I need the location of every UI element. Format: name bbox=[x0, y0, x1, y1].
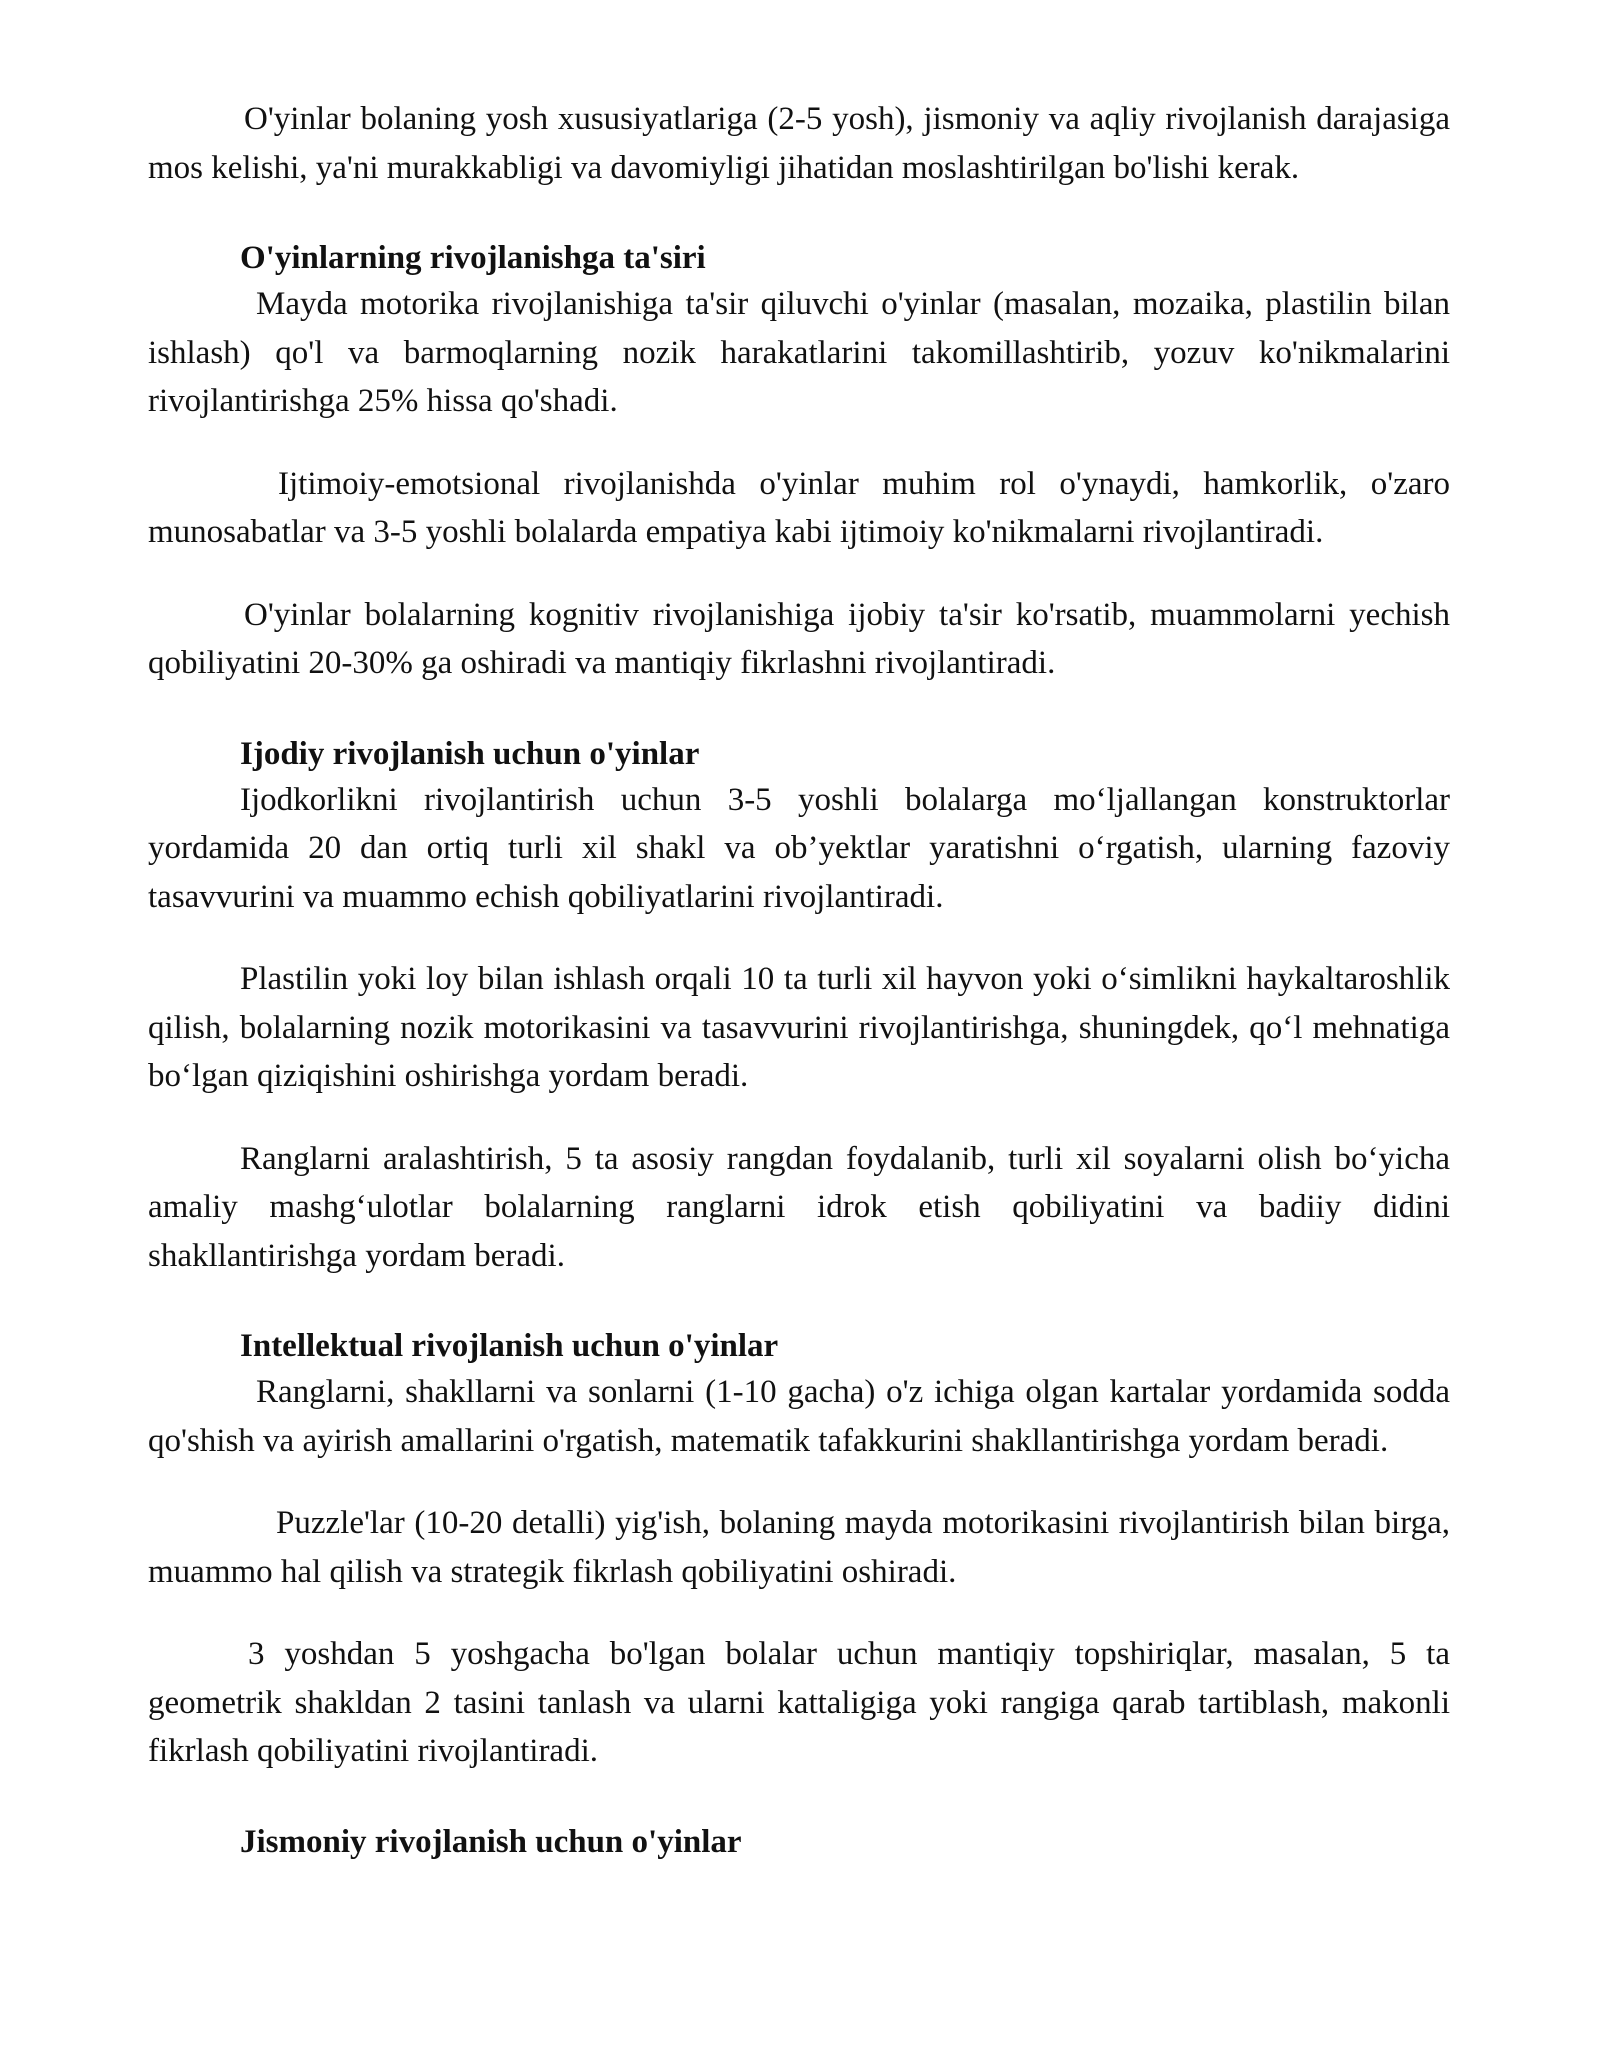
paragraph-cognitive: O'yinlar bolalarning kognitiv rivojlanishiga ijobiy ta'sir ko'rsatib, muammolarni yechish qobiliyatini 20-30% ga oshiradi va mantiqiy fikrlashni rivojlantiradi. bbox=[148, 596, 1450, 681]
paragraph-fine-motor: Mayda motorika rivojlanishiga ta'sir qiluvchi o'yinlar (masalan, mozaika, plastilin bilan ishlash) qo'l va barmoqlarning nozik harakatlarini takomillashtirib, yozuv ko'nikmalarini rivojlantirishga 25% hissa qo'shadi. bbox=[148, 286, 1450, 419]
document-page bbox=[148, 95, 1450, 1864]
heading-development-impact: O'yinlarning rivojlanishga ta'siri bbox=[240, 240, 706, 276]
paragraph-logic-tasks: 3 yoshdan 5 yoshgacha bo'lgan bolalar uchun mantiqiy topshiriqlar, masalan, 5 ta geometrik shakldan 2 tasini tanlash va ularni kattaligiga yoki rangiga qarab tartiblash, makonli fikrlash qobiliyatini rivojlantiradi. bbox=[148, 1636, 1450, 1769]
paragraph-age-suitability: O'yinlar bolaning yosh xususiyatlariga (2-5 yosh), jismoniy va aqliy rivojlanish darajasiga mos kelishi, ya'ni murakkabligi va davomiyligi jihatidan moslashtirilgan bo'lishi kerak. bbox=[148, 101, 1450, 186]
paragraph-plasticine: Plastilin yoki loy bilan ishlash orqali 10 ta turli xil hayvon yoki o‘simlikni haykaltaroshlik qilish, bolalarning nozik motorikasini va tasavvurini rivojlantirishga, shuningdek, qo‘l mehnatiga bo‘lgan qiziqishini oshirishga yordam beradi. bbox=[148, 961, 1450, 1094]
paragraph-puzzles: Puzzle'lar (10-20 detalli) yig'ish, bolaning mayda motorikasini rivojlantirish bilan birga, muammo hal qilish va strategik fikrlash qobiliyatini oshiradi. bbox=[148, 1505, 1450, 1590]
paragraph-color-mixing: Ranglarni aralashtirish, 5 ta asosiy rangdan foydalanib, turli xil soyalarni olish bo‘yicha amaliy mashg‘ulotlar bolalarning ranglarni idrok etish qobiliyatini va badiiy didini shakllantirishga yordam beradi. bbox=[148, 1140, 1450, 1274]
paragraph-cards: Ranglarni, shakllarni va sonlarni (1-10 gacha) o'z ichiga olgan kartalar yordamida sodda qo'shish va ayirish amallarini o'rgatish, matematik tafakkurini shakllantirishga yordam beradi. bbox=[148, 1374, 1450, 1459]
heading-creative-development: Ijodiy rivojlanish uchun o'yinlar bbox=[240, 735, 700, 772]
paragraph-social-emotional: Ijtimoiy-emotsional rivojlanishda o'yinlar muhim rol o'ynaydi, hamkorlik, o'zaro munosabatlar va 3-5 yoshli bolalarda empatiya kabi ijtimoiy ko'nikmalarni rivojlantiradi. bbox=[148, 465, 1450, 550]
paragraph-constructors: Ijodkorlikni rivojlantirish uchun 3-5 yoshli bolalarga mo‘ljallangan konstruktorlar yordamida 20 dan ortiq turli xil shakl va ob’yektlar yaratishni o‘rgatish, ularning fazoviy tasavvurini va muammo echish qobiliyatlarini rivojlantiradi. bbox=[148, 781, 1450, 915]
heading-intellectual-development: Intellektual rivojlanish uchun o'yinlar bbox=[240, 1328, 779, 1364]
heading-physical-development: Jismoniy rivojlanish uchun o'yinlar bbox=[240, 1823, 742, 1860]
